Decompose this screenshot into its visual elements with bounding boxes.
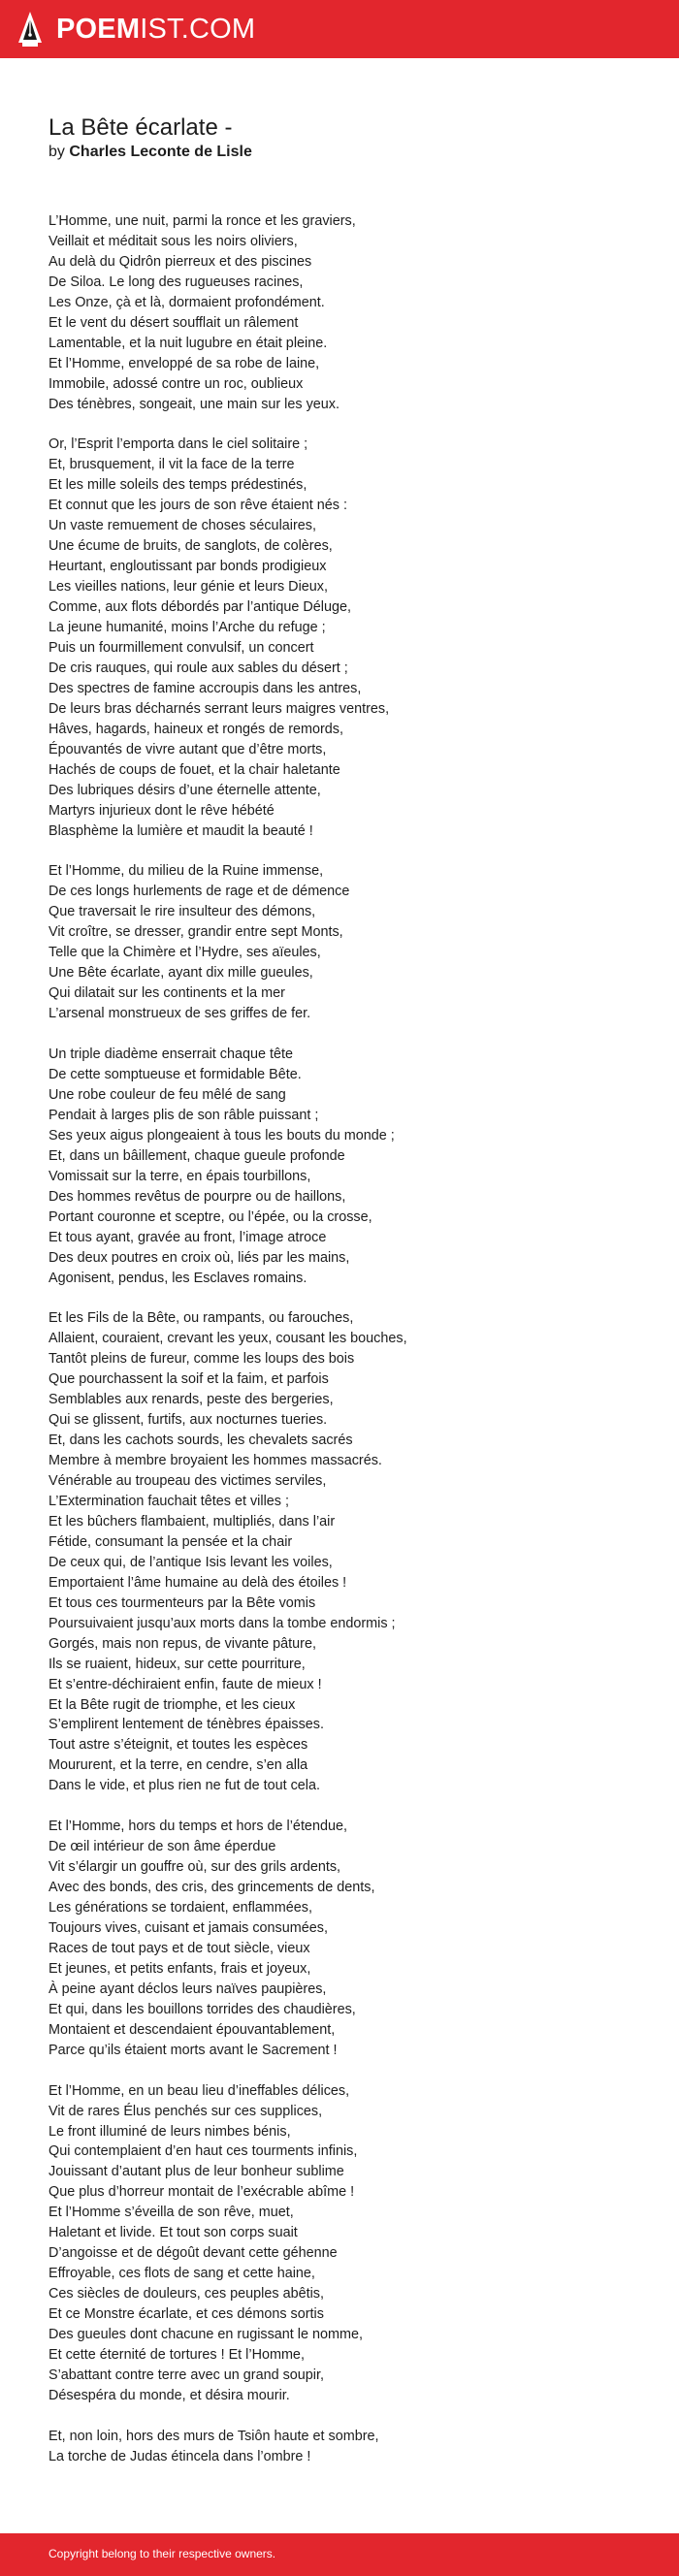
- poem-line: Blasphème la lumière et maudit la beauté !: [48, 822, 313, 839]
- poem-line: Allaient, couraient, crevant les yeux, cousant les bouches,: [48, 1331, 407, 1347]
- poem-line: Ils se ruaient, hideux, sur cette pourriture,: [48, 1656, 306, 1672]
- poem-line: Et l’Homme, en un beau lieu d’ineffables délices,: [48, 2082, 350, 2099]
- poem-line: L’Extermination fauchait têtes et villes ;: [48, 1493, 289, 1509]
- poem-body: [48, 211, 650, 2488]
- poem-line: Et, non loin, hors des murs de Tsiôn haute et sombre,: [48, 2428, 379, 2444]
- poem-line: Et tous ayant, gravée au front, l’image atroce: [48, 1229, 327, 1245]
- poem-line: Telle que la Chimère et l’Hydre, ses aïeules,: [48, 945, 321, 961]
- logo-light-text: IST.COM: [140, 14, 256, 45]
- poem-line: Vomissait sur la terre, en épais tourbillons,: [48, 1168, 311, 1184]
- poem-line: Jouissant d’autant plus de leur bonheur sublime: [48, 2164, 344, 2180]
- poem-line: Moururent, et la terre, en cendre, s’en alla: [48, 1757, 308, 1774]
- poem-line: L’Homme, une nuit, parmi la ronce et les graviers,: [48, 213, 356, 229]
- poem-line: Les vieilles nations, leur génie et leurs Dieux,: [48, 579, 328, 596]
- poem-line: Or, l’Esprit l’emporta dans le ciel solitaire ;: [48, 436, 308, 453]
- poem-line: Et les bûchers flambaient, multipliés, dans l’air: [48, 1513, 336, 1530]
- poem-line: Agonisent, pendus, les Esclaves romains.: [48, 1270, 307, 1286]
- stanza: [48, 211, 650, 415]
- pen-nib-icon: [17, 11, 43, 48]
- poem-line: Hachés de coups de fouet, et la chair haletante: [48, 761, 340, 778]
- poem-line: Vénérable au troupeau des victimes serviles,: [48, 1473, 327, 1490]
- poem-line: Un triple diadème enserrait chaque tête: [48, 1046, 293, 1063]
- poem-line: Hâves, hagards, haineux et rongés de remords,: [48, 721, 343, 737]
- poem-line: Tout astre s’éteignit, et toutes les espèces: [48, 1737, 308, 1754]
- poem-line: Et qui, dans les bouillons torrides des chaudières,: [48, 2001, 356, 2017]
- poem-line: Et jeunes, et petits enfants, frais et joyeux,: [48, 1960, 311, 1977]
- poem-line: Que plus d’horreur montait de l’exécrable abîme !: [48, 2184, 355, 2201]
- poem-line: À peine ayant déclos leurs naïves paupières,: [48, 1980, 327, 1997]
- stanza: [48, 2427, 650, 2467]
- poem-line: Le front illuminé de leurs nimbes bénis,: [48, 2123, 291, 2140]
- poem-line: La jeune humanité, moins l’Arche du refuge ;: [48, 620, 326, 636]
- stanza: [48, 1817, 650, 2060]
- poem-line: Une Bête écarlate, ayant dix mille gueules,: [48, 965, 313, 982]
- poem-line: Et s’entre-déchiraient enfin, faute de mieux !: [48, 1676, 322, 1692]
- poem-line: Parce qu’ils étaient morts avant le Sacrement !: [48, 2042, 338, 2058]
- poem-line: De œil intérieur de son âme éperdue: [48, 1839, 276, 1855]
- poem-line: De Siloa. Le long des rugueuses racines,: [48, 274, 304, 290]
- poem-line: Ses yeux aigus plongeaient à tous les bouts du monde ;: [48, 1127, 395, 1143]
- poem-line: Un vaste remuement de choses séculaires,: [48, 518, 316, 534]
- poem-line: Lamentable, et la nuit lugubre en était pleine.: [48, 335, 328, 351]
- poem-line: Puis un fourmillement convulsif, un concert: [48, 640, 314, 656]
- poem-line: Effroyable, ces flots de sang et cette haine,: [48, 2266, 315, 2282]
- stanza: [48, 1308, 650, 1796]
- poem-line: Des spectres de famine accroupis dans les antres,: [48, 680, 362, 696]
- poem-line: Toujours vives, cuisant et jamais consumées,: [48, 1919, 328, 1936]
- poem-line: Tantôt pleins de fureur, comme les loups des bois: [48, 1351, 355, 1368]
- poem-line: Et, dans un bâillement, chaque gueule profonde: [48, 1147, 345, 1164]
- poem-line: Et l’Homme, enveloppé de sa robe de laine,: [48, 355, 320, 371]
- poem-line: De ces longs hurlements de rage et de démence: [48, 884, 350, 900]
- poem-line: Gorgés, mais non repus, de vivante pâture,: [48, 1635, 316, 1652]
- poem-line: Comme, aux flots débordés par l’antique Déluge,: [48, 599, 351, 616]
- poem-line: Au delà du Qidrôn pierreux et des piscines: [48, 253, 312, 270]
- poem-line: Races de tout pays et de tout siècle, vieux: [48, 1940, 310, 1956]
- poem-line: Et l’Homme s’éveilla de son rêve, muet,: [48, 2205, 294, 2221]
- poem-line: Vit croître, se dresser, grandir entre sept Monts,: [48, 924, 343, 941]
- poem-line: Poursuivaient jusqu’aux morts dans la tombe endormis ;: [48, 1615, 396, 1631]
- author-link[interactable]: Charles Leconte de Lisle: [69, 144, 252, 160]
- poem-line: Membre à membre broyaient les hommes massacrés.: [48, 1453, 382, 1469]
- poem-line: De leurs bras décharnés serrant leurs maigres ventres,: [48, 700, 390, 717]
- stanza: [48, 2081, 650, 2406]
- poem-line: Dans le vide, et plus rien ne fut de tout cela.: [48, 1778, 320, 1794]
- poem-line: Martyrs injurieux dont le rêve hébété: [48, 802, 275, 819]
- poem-line: Épouvantés de vivre autant que d’être morts,: [48, 741, 327, 757]
- poem-line: Une robe couleur de feu mêlé de sang: [48, 1086, 286, 1103]
- poem-line: Semblables aux renards, peste des bergeries,: [48, 1392, 334, 1408]
- site-logo[interactable]: [17, 10, 255, 48]
- poem-line: Et le vent du désert soufflait un râlement: [48, 314, 299, 331]
- poem-line: L’arsenal monstrueux de ses griffes de fer.: [48, 1006, 311, 1022]
- poem-line: Haletant et livide. Et tout son corps suait: [48, 2225, 298, 2241]
- poem-line: D’angoisse et de dégoût devant cette géhenne: [48, 2245, 338, 2262]
- poem-line: Et l’Homme, hors du temps et hors de l’étendue,: [48, 1819, 347, 1835]
- site-header: [0, 0, 679, 58]
- poem-line: Qui dilatait sur les continents et la mer: [48, 985, 285, 1002]
- poem-line: Que pourchassent la soif et la faim, et parfois: [48, 1371, 329, 1388]
- poem-line: Et cette éternité de tortures ! Et l’Homme,: [48, 2346, 305, 2363]
- poem-line: Des ténèbres, songeait, une main sur les yeux.: [48, 396, 340, 412]
- logo-bold-text: POEM: [56, 14, 141, 45]
- poem-line: Pendait à larges plis de son râble puissant ;: [48, 1107, 319, 1123]
- poem-line: Emportaient l’âme humaine au delà des étoiles !: [48, 1574, 347, 1591]
- poem-title: La Bête écarlate -: [48, 114, 233, 141]
- poem-line: Ces siècles de douleurs, ces peuples abêtis,: [48, 2286, 324, 2302]
- copyright-notice: Copyright belong to their respective owners.: [48, 2547, 276, 2560]
- poem-line: Avec des bonds, des cris, des grincements de dents,: [48, 1880, 375, 1896]
- logo-wordmark: [56, 10, 255, 48]
- site-footer: [0, 2533, 679, 2576]
- poem-line: Vit de rares Élus penchés sur ces supplices,: [48, 2103, 323, 2119]
- poem-line: Et, brusquement, il vit la face de la terre: [48, 457, 295, 473]
- poem-line: Heurtant, engloutissant par bonds prodigieux: [48, 559, 327, 575]
- poem-line: Les Onze, çà et là, dormaient profondément.: [48, 294, 325, 310]
- poem-line: Et, dans les cachots sourds, les chevalets sacrés: [48, 1433, 353, 1449]
- poem-line: Qui contemplaient d’en haut ces tourments infinis,: [48, 2143, 358, 2160]
- poem-line: Et ce Monstre écarlate, et ces démons sortis: [48, 2306, 324, 2323]
- stanza: [48, 435, 650, 841]
- poem-line: Des hommes revêtus de pourpre ou de haillons,: [48, 1188, 346, 1205]
- poem-line: Fétide, consumant la pensée et la chair: [48, 1533, 293, 1550]
- poem-line: Des deux poutres en croix où, liés par les mains,: [48, 1249, 350, 1266]
- poem-line: La torche de Judas étincela dans l’ombre !: [48, 2448, 311, 2464]
- poem-line: De cris rauques, qui roule aux sables du désert ;: [48, 660, 348, 676]
- poem-line: Des gueules dont chacune en rugissant le nomme,: [48, 2327, 363, 2343]
- poem-line: S’abattant contre terre avec un grand soupir,: [48, 2367, 324, 2383]
- poem-line: Vit s’élargir un gouffre où, sur des grils ardents,: [48, 1859, 341, 1876]
- poem-line: Et l’Homme, du milieu de la Ruine immense,: [48, 863, 324, 880]
- poem-line: Qui se glissent, furtifs, aux nocturnes tueries.: [48, 1412, 328, 1429]
- stanza: [48, 861, 650, 1024]
- poem-line: Et connut que les jours de son rêve étaient nés :: [48, 498, 347, 514]
- poem-line: Des lubriques désirs d’une éternelle attente,: [48, 782, 321, 798]
- byline: [48, 143, 252, 162]
- stanza: [48, 1045, 650, 1288]
- poem-line: De ceux qui, de l’antique Isis levant les voiles,: [48, 1554, 333, 1570]
- poem-line: Veillait et méditait sous les noirs oliviers,: [48, 233, 298, 249]
- poem-line: Désespéra du monde, et désira mourir.: [48, 2387, 290, 2403]
- poem-line: Immobile, adossé contre un roc, oublieux: [48, 375, 304, 392]
- poem-line: Une écume de bruits, de sanglots, de colères,: [48, 538, 333, 555]
- poem-line: De cette somptueuse et formidable Bête.: [48, 1066, 302, 1082]
- poem-line: Portant couronne et sceptre, ou l’épée, ou la crosse,: [48, 1208, 372, 1225]
- poem-line: Et tous ces tourmenteurs par la Bête vomis: [48, 1594, 316, 1611]
- poem-line: Et la Bête rugit de triomphe, et les cieux: [48, 1696, 296, 1713]
- poem-line: Que traversait le rire insulteur des démons,: [48, 904, 316, 920]
- poem-line: S’emplirent lentement de ténèbres épaisses.: [48, 1717, 324, 1733]
- poem-line: Et les Fils de la Bête, ou rampants, ou farouches,: [48, 1310, 354, 1327]
- poem-line: Les générations se tordaient, enflammées,: [48, 1900, 312, 1916]
- poem-line: Montaient et descendaient épouvantablement,: [48, 2021, 336, 2038]
- by-label: by: [48, 144, 65, 160]
- poem-line: Et les mille soleils des temps prédestinés,: [48, 477, 307, 494]
